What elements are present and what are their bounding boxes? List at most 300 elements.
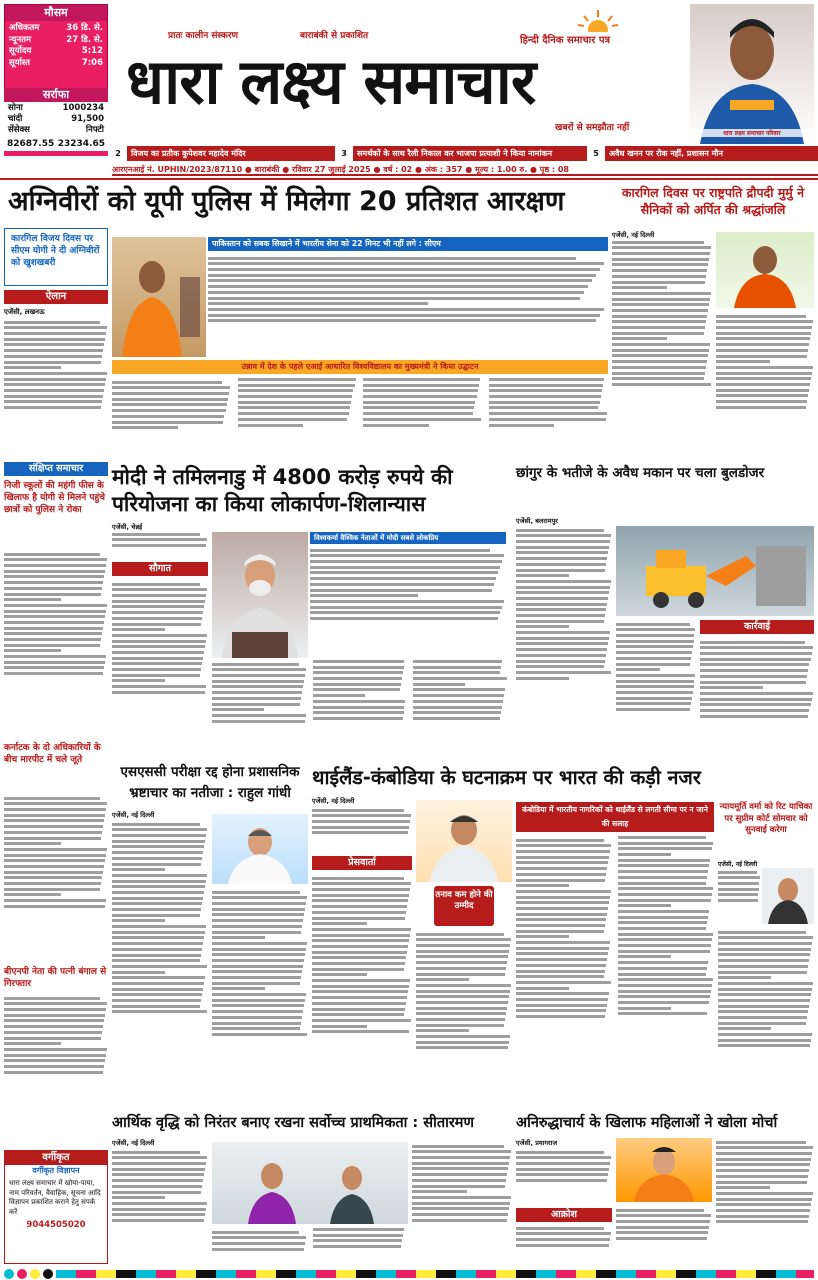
text-line — [212, 959, 304, 962]
edition-label: प्रातः कालीन संस्करण — [168, 31, 239, 41]
sensex-value: 82687.55 — [7, 139, 55, 149]
text-line — [412, 1162, 509, 1165]
text-line — [516, 569, 605, 572]
brief-body-2 — [4, 794, 108, 964]
lead-body-col3 — [112, 378, 608, 460]
text-line — [412, 1179, 506, 1182]
text-line — [616, 1209, 704, 1212]
text-line — [413, 666, 501, 669]
text-line — [612, 286, 667, 289]
text-line — [716, 1152, 812, 1155]
thai-body-col2 — [312, 874, 412, 1110]
text-line — [716, 320, 813, 323]
text-line — [363, 384, 479, 387]
text-line — [413, 660, 502, 663]
text-line — [4, 598, 61, 601]
text-line — [212, 902, 306, 905]
text-line — [516, 660, 605, 663]
text-line — [212, 1231, 299, 1234]
text-line — [716, 372, 812, 375]
text-line — [416, 1035, 510, 1038]
text-line — [416, 1041, 509, 1044]
text-line — [413, 706, 502, 709]
thai-body-col4 — [516, 836, 714, 1110]
text-line — [416, 1029, 469, 1032]
text-line — [612, 298, 710, 301]
ticker-item[interactable]: विजय का प्रतीक कुपेशवर महादेव मंदिर — [127, 146, 335, 161]
text-line — [112, 1005, 200, 1008]
place-label: बाराबंकी से प्रकाशित — [300, 31, 369, 41]
text-line — [718, 948, 811, 951]
text-line — [516, 1227, 604, 1230]
kargil-photo — [716, 232, 814, 308]
text-line — [716, 1141, 806, 1144]
lead-callout — [4, 228, 108, 286]
text-line — [112, 1202, 207, 1205]
text-line — [212, 953, 305, 956]
text-line — [718, 1022, 806, 1025]
text-line — [112, 965, 207, 968]
text-line — [516, 1173, 608, 1176]
text-line — [208, 257, 576, 260]
text-line — [112, 611, 203, 614]
modi-sub: विश्वकर्मा वैश्विक नेताओं में मोदी सबसे लोकप्रिय — [310, 532, 506, 544]
text-line — [112, 908, 201, 911]
text-line — [618, 910, 709, 913]
text-line — [416, 1046, 508, 1049]
text-line — [112, 674, 200, 677]
text-line — [489, 395, 601, 398]
text-line — [112, 868, 165, 871]
text-line — [516, 586, 610, 589]
thai-body-col3 — [416, 930, 512, 1110]
text-line — [416, 938, 511, 941]
text-line — [412, 1145, 504, 1148]
ticker-num: 5 — [590, 146, 602, 161]
text-line — [4, 808, 106, 811]
sitharaman-body-col3 — [412, 1142, 512, 1264]
text-line — [516, 1156, 611, 1159]
market-value: 91,500 — [71, 114, 104, 124]
text-line — [112, 1156, 207, 1159]
text-line — [489, 412, 607, 415]
text-line — [618, 899, 711, 902]
text-line — [312, 820, 410, 823]
text-line — [112, 403, 227, 406]
text-line — [112, 538, 207, 541]
text-line — [112, 1208, 206, 1211]
profile-photo — [690, 4, 814, 144]
text-line — [112, 863, 201, 866]
text-line — [718, 965, 808, 968]
text-line — [516, 958, 607, 961]
text-line — [416, 1012, 506, 1015]
court-photo — [762, 868, 814, 924]
text-line — [112, 948, 202, 951]
text-line — [412, 1213, 508, 1216]
text-line — [416, 933, 504, 936]
anirudh-label: आक्रोश — [516, 1208, 612, 1222]
text-line — [112, 679, 165, 682]
text-line — [112, 880, 206, 883]
text-line — [716, 337, 810, 340]
text-line — [112, 645, 205, 648]
text-line — [312, 877, 404, 880]
text-line — [618, 870, 708, 873]
text-line — [363, 418, 481, 421]
text-line — [112, 851, 203, 854]
text-line — [516, 970, 605, 973]
text-line — [616, 1220, 710, 1223]
text-line — [310, 594, 418, 597]
text-line — [718, 959, 809, 962]
lead-dateline: एजेंसी, लखनऊ — [4, 308, 45, 316]
text-line — [618, 950, 710, 953]
text-line — [516, 992, 609, 995]
text-line — [4, 888, 100, 891]
text-line — [718, 931, 806, 934]
text-line — [516, 924, 605, 927]
text-line — [310, 554, 504, 557]
text-line — [416, 1024, 504, 1027]
text-line — [112, 954, 201, 957]
text-line — [312, 888, 410, 891]
rahul-body-col1 — [112, 820, 208, 1110]
text-line — [4, 819, 104, 822]
text-line — [312, 928, 411, 931]
text-line — [310, 611, 500, 614]
text-line — [718, 1044, 810, 1047]
text-line — [212, 1242, 305, 1245]
anirudh-headline: अनिरुद्धाचार्य के खिलाफ महिलाओं ने खोला मोर्चा — [516, 1115, 778, 1131]
text-line — [612, 377, 704, 380]
text-line — [718, 888, 759, 891]
text-line — [112, 874, 207, 877]
text-line — [413, 683, 465, 686]
text-line — [212, 948, 306, 951]
text-line — [310, 566, 500, 569]
text-line — [516, 677, 569, 680]
market-label: चांदी — [8, 114, 23, 124]
text-line — [516, 998, 608, 1001]
text-line — [516, 930, 604, 933]
text-line — [618, 921, 707, 924]
anirudh-dateline: एजेंसी, प्रयागराज — [516, 1139, 558, 1147]
text-line — [212, 987, 265, 990]
text-line — [312, 826, 409, 829]
text-line — [516, 896, 610, 899]
text-line — [716, 389, 809, 392]
classified-phone[interactable]: 9044505020 — [26, 1220, 86, 1230]
ticker-bar — [112, 146, 818, 161]
text-line — [313, 1228, 404, 1231]
text-line — [212, 663, 299, 666]
text-line — [313, 711, 404, 714]
text-line — [112, 834, 206, 837]
rahul-dateline: एजेंसी, नई दिल्ली — [112, 811, 155, 819]
text-line — [4, 400, 102, 403]
text-line — [616, 663, 690, 666]
text-line — [112, 651, 204, 654]
text-line — [112, 982, 204, 985]
text-line — [716, 1192, 813, 1195]
text-line — [4, 604, 107, 607]
modi-body-col4 — [212, 660, 508, 758]
text-line — [718, 993, 811, 996]
text-line — [616, 680, 694, 683]
text-line — [489, 424, 555, 427]
text-line — [413, 688, 505, 691]
rahul-body-col2 — [212, 888, 308, 1110]
brief-title: संक्षिप्त समाचार — [4, 462, 108, 476]
text-line — [612, 315, 707, 318]
text-line — [618, 847, 712, 850]
nifty-value: 23234.65 — [57, 139, 105, 149]
ticker-item[interactable]: अवैध खनन पर रोक नहीं, प्रशासन मौन — [605, 146, 818, 161]
text-line — [718, 971, 807, 974]
text-line — [4, 378, 106, 381]
text-line — [363, 406, 474, 409]
text-line — [112, 925, 206, 928]
text-line — [313, 660, 405, 663]
text-line — [112, 840, 205, 843]
text-line — [516, 947, 609, 950]
text-line — [112, 392, 229, 395]
text-line — [208, 308, 604, 311]
text-line — [312, 1025, 367, 1028]
text-line — [112, 415, 224, 418]
text-line — [112, 668, 201, 671]
text-line — [516, 631, 610, 634]
text-line — [489, 389, 603, 392]
lead-body-col1 — [4, 318, 108, 458]
text-line — [618, 955, 671, 958]
text-line — [4, 1042, 61, 1045]
text-line — [112, 600, 205, 603]
text-line — [612, 366, 706, 369]
tagline-top: हिन्दी दैनिक समाचार पत्र — [520, 35, 611, 46]
text-line — [238, 406, 350, 409]
text-line — [618, 990, 711, 993]
text-line — [312, 1019, 411, 1022]
text-line — [612, 320, 706, 323]
text-line — [112, 902, 202, 905]
text-line — [416, 944, 510, 947]
text-line — [4, 1065, 104, 1068]
weather-label: अधिकतम — [9, 23, 40, 33]
text-line — [416, 950, 509, 953]
sitharaman-body-col1 — [112, 1148, 208, 1264]
text-line — [516, 964, 606, 967]
text-line — [4, 1025, 103, 1028]
text-line — [612, 354, 708, 357]
text-line — [112, 891, 204, 894]
text-line — [4, 366, 61, 369]
text-line — [112, 828, 207, 831]
text-line — [312, 973, 367, 976]
text-line — [112, 1168, 205, 1171]
text-line — [112, 426, 178, 429]
text-line — [363, 401, 475, 404]
text-line — [516, 534, 611, 537]
text-line — [516, 867, 607, 870]
text-line — [516, 1151, 604, 1154]
text-line — [212, 908, 305, 911]
weather-value: 27 डि. से. — [66, 34, 103, 45]
text-line — [718, 893, 758, 896]
text-line — [618, 995, 710, 998]
text-line — [4, 349, 103, 352]
text-line — [516, 844, 611, 847]
text-line — [716, 1175, 808, 1178]
sitharaman-dateline: एजेंसी, नई दिल्ली — [112, 1139, 155, 1147]
text-line — [416, 984, 511, 987]
text-line — [716, 315, 806, 318]
text-line — [516, 551, 608, 554]
text-line — [212, 720, 305, 723]
text-line — [516, 608, 606, 611]
text-line — [4, 627, 103, 630]
text-line — [4, 997, 100, 1000]
text-line — [212, 982, 300, 985]
text-line — [616, 623, 690, 626]
text-line — [718, 1027, 771, 1030]
text-line — [112, 959, 200, 962]
text-line — [489, 401, 600, 404]
text-line — [413, 711, 501, 714]
text-line — [516, 637, 609, 640]
text-line — [412, 1185, 505, 1188]
text-line — [4, 564, 106, 567]
text-line — [416, 1007, 507, 1010]
text-line — [4, 570, 105, 573]
slogan: खबरों से समझौता नहीं — [555, 123, 630, 133]
text-line — [363, 412, 473, 415]
text-line — [516, 1168, 609, 1171]
text-line — [718, 976, 771, 979]
dateline-bar: आरएनआई नं. UPHIN/2023/87110 ● बाराबंकी ● रविवार 27 जुलाई 2025 ● वर्ष : 02 ● अंक : 357 ● मूल्य : 1.00 रु. ● पृष्ठ : 08 — [112, 164, 818, 176]
text-line — [212, 1004, 304, 1007]
text-line — [212, 993, 306, 996]
text-line — [4, 621, 104, 624]
text-line — [412, 1207, 509, 1210]
text-line — [716, 1220, 808, 1223]
text-line — [4, 871, 103, 874]
text-line — [312, 922, 367, 925]
text-line — [312, 911, 406, 914]
text-line — [312, 831, 408, 834]
text-line — [516, 1179, 607, 1182]
text-line — [516, 913, 607, 916]
text-line — [718, 942, 812, 945]
bulldozer-photo — [616, 526, 814, 616]
text-line — [612, 263, 708, 266]
text-line — [516, 620, 604, 623]
text-line — [489, 384, 604, 387]
text-line — [112, 993, 202, 996]
thai-dateline: एजेंसी, नई दिल्ली — [312, 797, 355, 805]
market-label: सोना — [8, 103, 23, 113]
text-line — [212, 1016, 302, 1019]
text-line — [618, 882, 706, 885]
text-line — [312, 934, 410, 937]
text-line — [312, 809, 404, 812]
text-line — [363, 389, 478, 392]
text-line — [516, 907, 608, 910]
modi-photo — [212, 532, 308, 658]
weather-row — [9, 58, 103, 70]
text-line — [4, 882, 101, 885]
text-line — [618, 876, 707, 879]
text-line — [412, 1167, 508, 1170]
classified-title: वर्गीकृत — [5, 1151, 107, 1165]
text-line — [112, 1219, 204, 1222]
text-line — [212, 691, 302, 694]
text-line — [516, 580, 611, 583]
text-line — [716, 1203, 811, 1206]
ticker-num: 3 — [338, 146, 350, 161]
text-line — [612, 343, 710, 346]
text-line — [616, 685, 694, 688]
text-line — [212, 668, 306, 671]
text-line — [416, 995, 509, 998]
text-line — [516, 975, 604, 978]
text-line — [612, 360, 707, 363]
text-line — [516, 901, 609, 904]
weather-value: 7:06 — [81, 57, 103, 68]
text-line — [112, 897, 203, 900]
text-line — [208, 279, 592, 282]
text-line — [112, 1213, 205, 1216]
text-line — [112, 988, 203, 991]
text-line — [413, 677, 507, 680]
modi-dateline: एजेंसी, चेन्नई — [112, 523, 143, 531]
text-line — [516, 563, 606, 566]
text-line — [212, 1033, 307, 1036]
text-line — [4, 899, 106, 902]
text-line — [616, 702, 691, 705]
text-line — [416, 990, 510, 993]
text-line — [4, 1008, 106, 1011]
brief-body-3 — [4, 994, 108, 1112]
text-line — [4, 1048, 107, 1051]
text-line — [4, 632, 102, 635]
text-line — [516, 941, 610, 944]
text-line — [112, 1010, 207, 1013]
text-line — [112, 691, 205, 694]
text-line — [112, 885, 205, 888]
text-line — [618, 961, 708, 964]
text-line — [516, 614, 605, 617]
ticker-item[interactable]: समर्थकों के साथ रैली निकाल कर भाजपा प्रत्याशी ने किया नामांकन — [353, 146, 587, 161]
text-line — [112, 544, 206, 547]
text-line — [612, 337, 667, 340]
text-line — [516, 1004, 607, 1007]
text-line — [112, 657, 203, 660]
text-line — [516, 856, 609, 859]
text-line — [716, 1181, 807, 1184]
text-line — [618, 842, 713, 845]
text-line — [489, 418, 606, 421]
sitharaman-body-col2 — [212, 1228, 408, 1264]
text-line — [208, 297, 580, 300]
text-line — [112, 640, 206, 643]
text-line — [716, 1186, 770, 1189]
text-line — [716, 1163, 810, 1166]
text-line — [208, 274, 596, 277]
weather-label: न्यूनतम — [9, 34, 32, 45]
text-line — [516, 1238, 610, 1241]
